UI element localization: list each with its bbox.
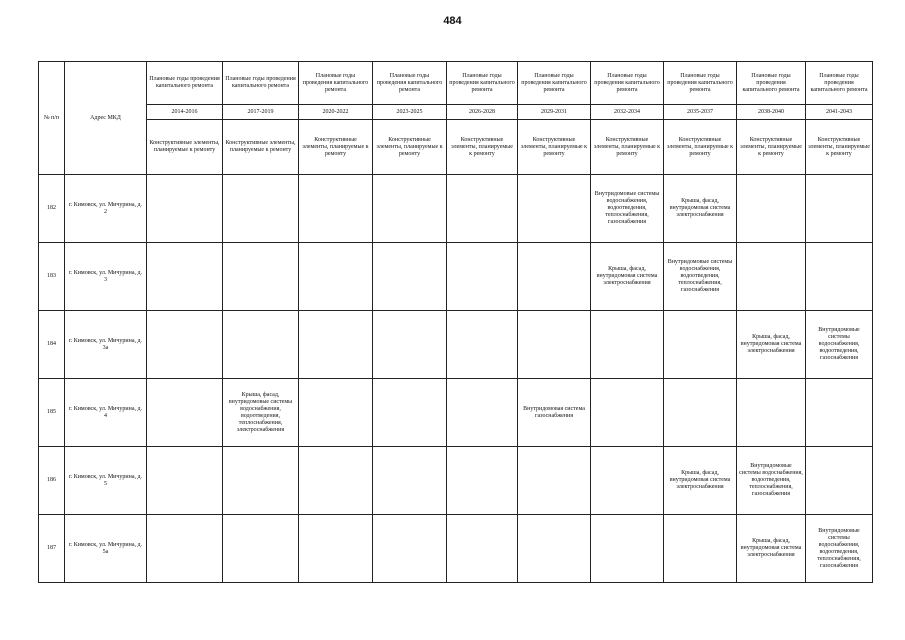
work-cell xyxy=(737,379,806,447)
work-cell xyxy=(806,379,873,447)
work-cell xyxy=(737,243,806,311)
header-row-years xyxy=(39,105,873,120)
work-cell xyxy=(223,311,299,379)
row-number: 187 xyxy=(39,515,65,583)
work-cell xyxy=(299,379,373,447)
row-address: г. Кимовск, ул. Мичурина, д. 5 xyxy=(65,447,147,515)
row-number: 183 xyxy=(39,243,65,311)
table-row xyxy=(39,311,873,379)
table-row xyxy=(39,175,873,243)
work-cell xyxy=(447,243,518,311)
work-cell xyxy=(591,447,664,515)
header-row-titles xyxy=(39,62,873,105)
header-elements: Конструктивные элементы, планируемые к ремонту xyxy=(518,120,591,175)
work-cell xyxy=(447,311,518,379)
table-row xyxy=(39,379,873,447)
table-row xyxy=(39,243,873,311)
work-cell xyxy=(806,447,873,515)
row-address: г. Кимовск, ул. Мичурина, д. 5а xyxy=(65,515,147,583)
work-cell xyxy=(147,515,223,583)
header-elements: Конструктивные элементы, планируемые к ремонту xyxy=(664,120,737,175)
header-period-years: 2038-2040 xyxy=(737,105,806,120)
work-cell xyxy=(447,175,518,243)
row-number: 184 xyxy=(39,311,65,379)
header-period-years: 2041-2043 xyxy=(806,105,873,120)
work-cell xyxy=(223,515,299,583)
header-period-title: Плановые годы проведения капитального ремонта xyxy=(664,62,737,105)
work-cell xyxy=(373,175,447,243)
page-number: 484 xyxy=(443,15,462,27)
header-period-years: 2020-2022 xyxy=(299,105,373,120)
capital-repair-table xyxy=(38,61,873,583)
header-period-title: Плановые годы проведения капитального ремонта xyxy=(806,62,873,105)
work-cell xyxy=(664,379,737,447)
work-cell xyxy=(591,311,664,379)
header-period-title: Плановые годы проведения капитального ремонта xyxy=(447,62,518,105)
work-cell: Внутридомовые системы водоснабжения, водоотведения, теплоснабжения, газоснабжения xyxy=(737,447,806,515)
work-cell: Внутридомовая система газоснабжения xyxy=(518,379,591,447)
work-cell xyxy=(806,243,873,311)
work-cell xyxy=(518,515,591,583)
header-elements: Конструктивные элементы, планируемые к ремонту xyxy=(299,120,373,175)
header-elements: Конструктивные элементы, планируемые к ремонту xyxy=(737,120,806,175)
work-cell: Внутридомовые системы водоснабжения, водоотведения, газоснабжения xyxy=(806,311,873,379)
header-period-years: 2017-2019 xyxy=(223,105,299,120)
work-cell xyxy=(664,515,737,583)
work-cell: Крыша, фасад, внутридомовая система электроснабжения xyxy=(591,243,664,311)
row-number: 186 xyxy=(39,447,65,515)
header-num: № п/п xyxy=(39,62,65,175)
work-cell xyxy=(299,175,373,243)
work-cell xyxy=(147,243,223,311)
row-address: г. Кимовск, ул. Мичурина, д. 2 xyxy=(65,175,147,243)
row-address: г. Кимовск, ул. Мичурина, д. 4 xyxy=(65,379,147,447)
work-cell xyxy=(373,447,447,515)
header-elements: Конструктивные элементы, планируемые к ремонту xyxy=(147,120,223,175)
header-elements: Конструктивные элементы, планируемые к ремонту xyxy=(223,120,299,175)
header-period-title: Плановые годы проведения капитального ремонта xyxy=(147,62,223,105)
work-cell: Крыша, фасад, внутридомовые системы водоснабжения, водоотведения, теплоснабжения, электроснабжения xyxy=(223,379,299,447)
work-cell xyxy=(147,447,223,515)
work-cell xyxy=(447,379,518,447)
header-address: Адрес МКД xyxy=(65,62,147,175)
work-cell xyxy=(299,243,373,311)
row-address: г. Кимовск, ул. Мичурина, д. 3а xyxy=(65,311,147,379)
header-elements: Конструктивные элементы, планируемые к ремонту xyxy=(591,120,664,175)
work-cell xyxy=(147,175,223,243)
work-cell: Крыша, фасад, внутридомовая система электроснабжения xyxy=(664,175,737,243)
work-cell xyxy=(373,243,447,311)
work-cell xyxy=(223,447,299,515)
header-period-title: Плановые годы проведения капитального ремонта xyxy=(299,62,373,105)
work-cell xyxy=(147,311,223,379)
work-cell xyxy=(299,311,373,379)
header-period-title: Плановые годы проведения капитального ремонта xyxy=(518,62,591,105)
work-cell: Крыша, фасад, внутридомовая система электроснабжения xyxy=(664,447,737,515)
row-number: 182 xyxy=(39,175,65,243)
header-period-title: Плановые годы проведения капитального ремонта xyxy=(373,62,447,105)
work-cell xyxy=(147,379,223,447)
header-period-years: 2023-2025 xyxy=(373,105,447,120)
work-cell xyxy=(223,175,299,243)
work-cell xyxy=(518,447,591,515)
work-cell xyxy=(591,379,664,447)
work-cell xyxy=(299,447,373,515)
work-cell xyxy=(447,447,518,515)
header-period-years: 2032-2034 xyxy=(591,105,664,120)
header-row-elements xyxy=(39,120,873,175)
row-address: г. Кимовск, ул. Мичурина, д. 3 xyxy=(65,243,147,311)
work-cell xyxy=(223,243,299,311)
work-cell: Внутридомовые системы водоснабжения, водоотведения, теплоснабжения, газоснабжения xyxy=(806,515,873,583)
header-period-title: Плановые годы проведения капитального ремонта xyxy=(223,62,299,105)
work-cell xyxy=(518,243,591,311)
work-cell xyxy=(518,311,591,379)
work-cell xyxy=(373,311,447,379)
work-cell xyxy=(664,311,737,379)
header-period-years: 2029-2031 xyxy=(518,105,591,120)
work-cell: Крыша, фасад, внутридомовая система электроснабжения xyxy=(737,515,806,583)
table-row xyxy=(39,515,873,583)
header-period-years: 2026-2028 xyxy=(447,105,518,120)
header-elements: Конструктивные элементы, планируемые к ремонту xyxy=(447,120,518,175)
work-cell xyxy=(806,175,873,243)
header-elements: Конструктивные элементы, планируемые к ремонту xyxy=(373,120,447,175)
row-number: 185 xyxy=(39,379,65,447)
header-period-years: 2014-2016 xyxy=(147,105,223,120)
work-cell: Внутридомовые системы водоснабжения, водоотведения, теплоснабжения, газоснабжения xyxy=(591,175,664,243)
table-row xyxy=(39,447,873,515)
header-period-title: Плановые годы проведения капитального ремонта xyxy=(737,62,806,105)
work-cell xyxy=(373,515,447,583)
header-period-title: Плановые годы проведения капитального ремонта xyxy=(591,62,664,105)
work-cell xyxy=(447,515,518,583)
work-cell xyxy=(299,515,373,583)
work-cell: Внутридомовые системы водоснабжения, водоотведения, теплоснабжения, газоснабжения xyxy=(664,243,737,311)
work-cell xyxy=(373,379,447,447)
work-cell: Крыша, фасад, внутридомовая система электроснабжения xyxy=(737,311,806,379)
work-cell xyxy=(518,175,591,243)
work-cell xyxy=(737,175,806,243)
header-period-years: 2035-2037 xyxy=(664,105,737,120)
header-elements: Конструктивные элементы, планируемые к ремонту xyxy=(806,120,873,175)
work-cell xyxy=(591,515,664,583)
